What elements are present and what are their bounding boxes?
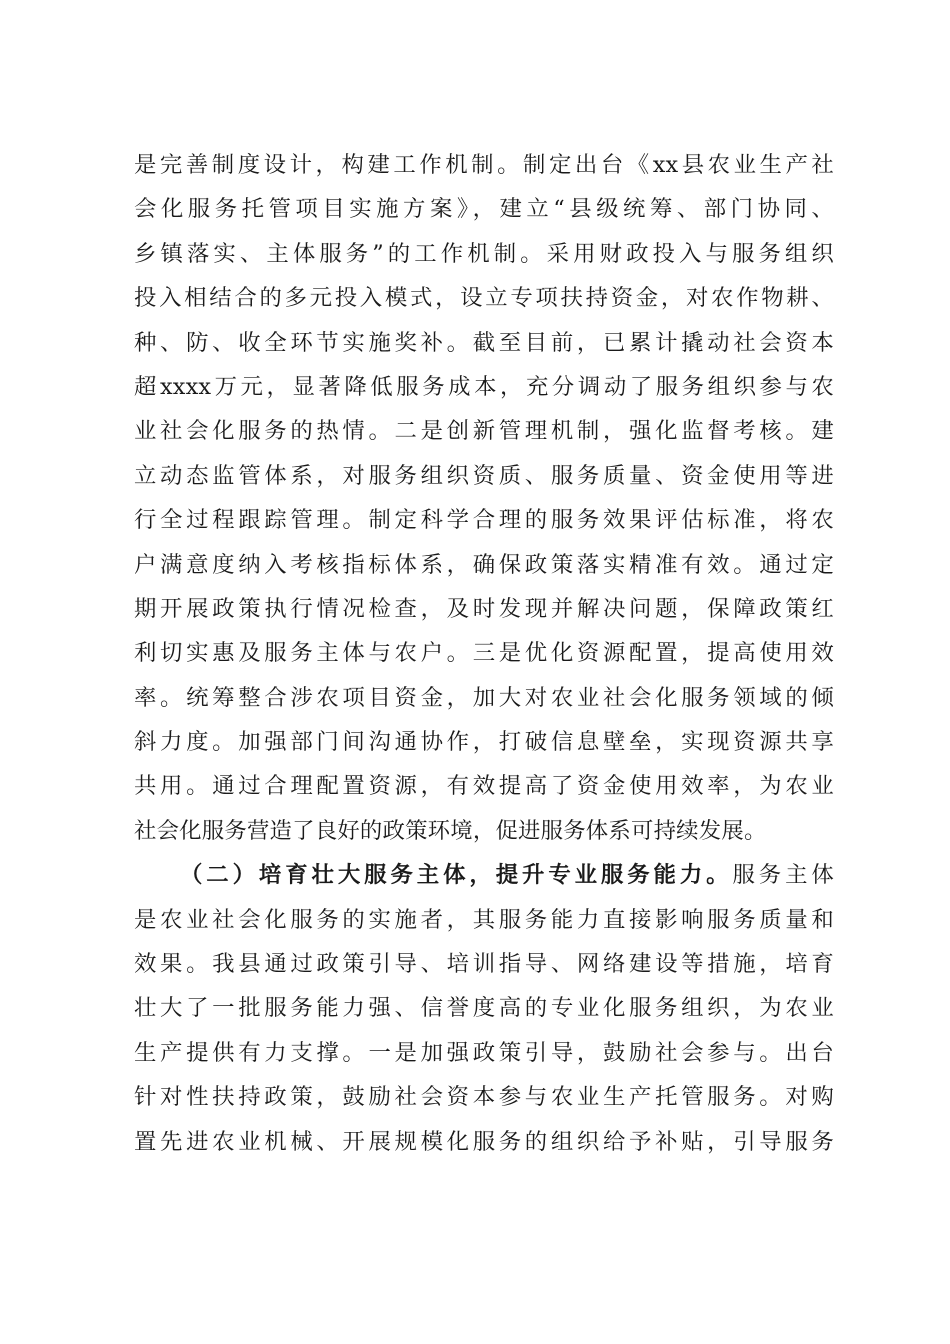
document-body: [134, 143, 834, 1164]
text-line: 社会化服务营造了良好的政策环境，促进服务体系可持续发展。: [134, 817, 767, 844]
text-line: 斜力度。加强部门间沟通协作，打破信息壁垒，实现资源共享: [134, 729, 834, 756]
text-line: 是农业社会化服务的实施者，其服务能力直接影响服务质量和: [134, 906, 834, 933]
text-line: 置先进农业机械、开展规模化服务的组织给予补贴，引导服务: [134, 1128, 834, 1155]
text-line: 立动态监管体系，对服务组织资质、服务质量、资金使用等进: [134, 462, 834, 489]
text-line: 种、防、收全环节实施奖补。截至目前，已累计撬动社会资本: [134, 329, 834, 356]
text-line: 壮大了一批服务能力强、信誉度高的专业化服务组织，为农业: [134, 995, 834, 1022]
text-line: 投入相结合的多元投入模式，设立专项扶持资金，对农作物耕、: [134, 285, 834, 312]
text-line: 业社会化服务的热情。二是创新管理机制，强化监督考核。建: [134, 418, 834, 445]
text-line: 共用。通过合理配置资源，有效提高了资金使用效率，为农业: [134, 773, 834, 800]
text-line: 是完善制度设计，构建工作机制。制定出台《xx县农业生产社: [134, 152, 834, 178]
text-line: 率。统筹整合涉农项目资金，加大对农业社会化服务领域的倾: [134, 684, 834, 711]
text-line: 期开展政策执行情况检查，及时发现并解决问题，保障政策红: [134, 595, 834, 622]
text-line: 超xxxx万元，显著降低服务成本，充分调动了服务组织参与农: [134, 373, 834, 400]
text-line: 针对性扶持政策，鼓励社会资本参与农业生产托管服务。对购: [134, 1084, 834, 1111]
text-line: 户满意度纳入考核指标体系，确保政策落实精准有效。通过定: [134, 551, 834, 578]
text-line: 效果。我县通过政策引导、培训指导、网络建设等措施，培育: [134, 951, 834, 978]
text-line: 乡镇落实、主体服务”的工作机制。采用财政投入与服务组织: [134, 240, 834, 267]
text-line: 行全过程跟踪管理。制定科学合理的服务效果评估标准，将农: [134, 507, 834, 534]
text-line: 会化服务托管项目实施方案》，建立“县级统筹、部门协同、: [134, 196, 834, 223]
section-heading-continuation: 服务主体: [732, 862, 834, 889]
section-heading: （二）培育壮大服务主体，提升专业服务能力。: [180, 862, 733, 889]
text-line: 利切实惠及服务主体与农户。三是优化资源配置，提高使用效: [134, 640, 834, 667]
section-heading-line: [134, 853, 834, 897]
text-line: 生产提供有力支撑。一是加强政策引导，鼓励社会参与。出台: [134, 1039, 834, 1066]
